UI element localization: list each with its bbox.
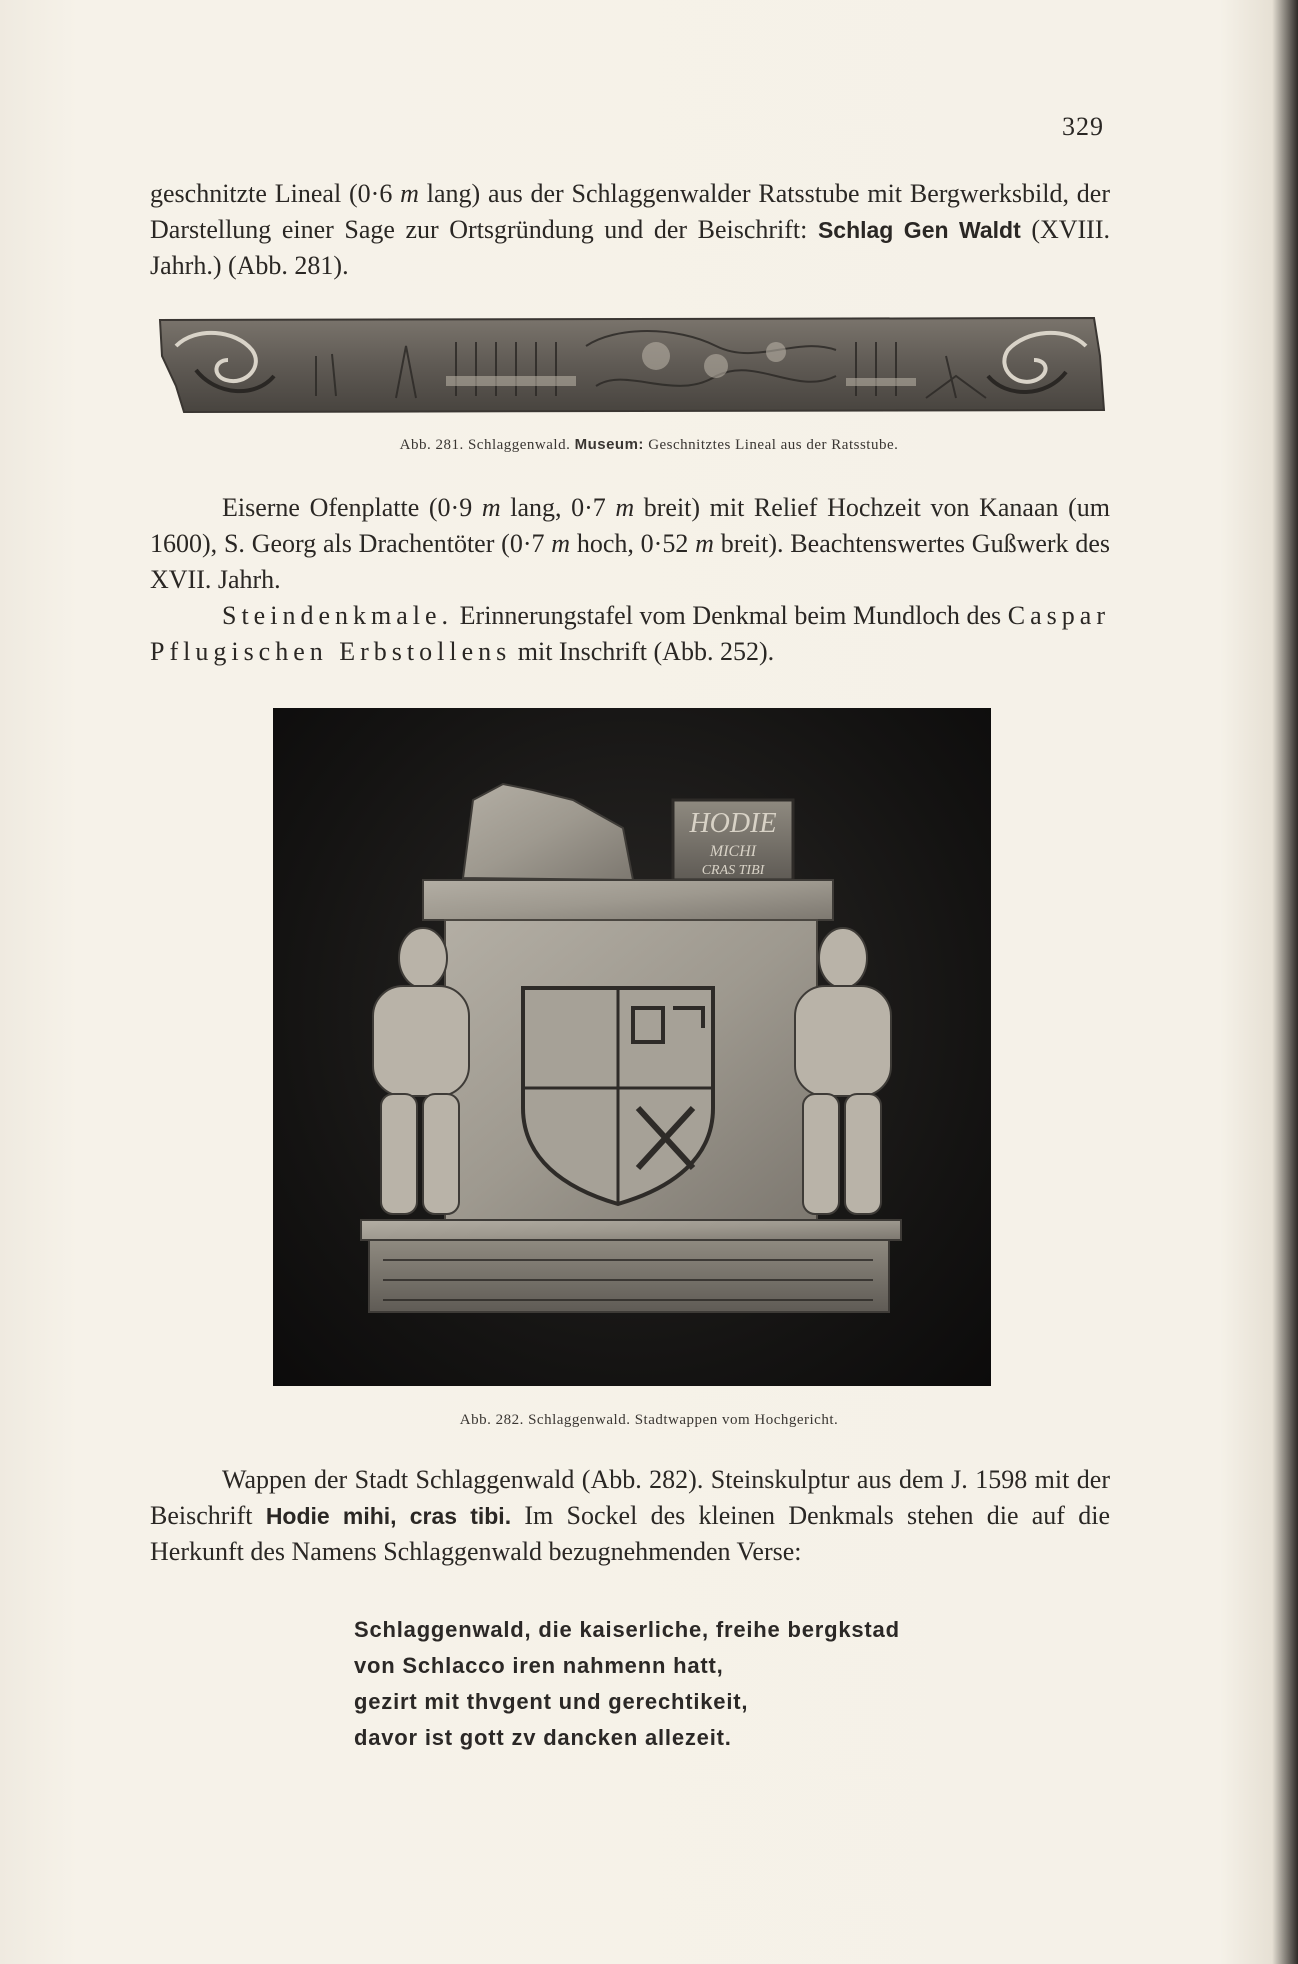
spaced-name: Caspar Pflugischen Erbstollens	[150, 601, 1110, 666]
text-segment: breit). Beachtenswertes Gußwerk des XVII. Jahrh.	[150, 529, 1110, 594]
paragraph-wappen	[150, 1462, 1110, 1570]
paragraph-lineal	[150, 176, 1110, 284]
svg-text:MICHI: MICHI	[709, 843, 757, 860]
text-segment: hoch, 0·52	[570, 529, 696, 558]
figure-caption: Abb. 282. Schlaggenwald. Stadtwappen vom Hochgericht.	[459, 1412, 839, 1428]
verse-line: von Schlacco iren nahmenn hatt,	[354, 1653, 724, 1678]
paragraph-ofenplatte	[150, 490, 1110, 670]
text-segment: breit) mit Relief Hochzeit von Kanaan (um 1600), S. Georg als Drachentöter (0·7	[150, 493, 1111, 558]
text-segment: lang, 0·7	[500, 493, 616, 522]
text-segment: Im Sockel des kleinen Denkmals stehen die auf die Herkunft des Namens Schlaggenwald bezugnehmenden Verse:	[150, 1501, 1111, 1566]
text-segment: Wappen der Stadt Schlaggenwald (Abb. 282). Steinskulptur aus dem J. 1598 mit der Beischrift	[150, 1465, 1110, 1530]
coat-of-arms-photo	[273, 708, 991, 1386]
verse-line: davor ist gott zv dancken allezeit.	[354, 1725, 732, 1750]
caption-text: Abb. 281. Schlaggenwald.	[399, 437, 575, 453]
verse-line: Schlaggenwald, die kaiserliche, freihe bergkstad	[354, 1617, 900, 1642]
inscription-text: Schlag Gen Waldt	[817, 217, 1021, 243]
text-segment: Eiserne Ofenplatte (0·9	[222, 493, 482, 522]
plaque-inscription: HODIE	[689, 808, 777, 839]
text-segment: geschnitzte Lineal (0·6	[150, 179, 401, 208]
verse-line: gezirt mit thvgent und gerechtikeit,	[354, 1689, 749, 1714]
caption-bold: Museum:	[574, 436, 644, 453]
text-segment: lang) aus der Schlaggenwalder Ratsstube mit Bergwerksbild, der Darstellung einer Sage zur Ortsgründung und der Beischrift:	[150, 179, 1110, 244]
svg-text:CRAS TIBI: CRAS TIBI	[701, 863, 765, 878]
unit-m: m	[695, 529, 714, 558]
unit-m: m	[615, 493, 635, 522]
carved-ruler-image	[156, 316, 1108, 416]
unit-m: m	[481, 493, 501, 522]
caption-text: Geschnitztes Lineal aus der Ratsstube.	[643, 437, 899, 453]
stone-monument-image	[273, 708, 991, 1386]
inscription-text: Hodie mihi, cras tibi.	[265, 1503, 512, 1529]
text-segment: (XVIII. Jahrh.) (Abb. 281).	[150, 215, 1111, 280]
unit-m: m	[400, 179, 419, 208]
verse-block	[354, 1612, 1094, 1756]
unit-m: m	[551, 529, 571, 558]
page-number: 329	[1062, 112, 1104, 141]
figure-caption	[0, 436, 1298, 454]
text-segment: mit Inschrift (Abb. 252).	[511, 637, 775, 666]
spaced-heading: Steindenkmale.	[222, 601, 454, 630]
text-segment: Erinnerungstafel vom Denkmal beim Mundloch des	[453, 601, 1008, 630]
